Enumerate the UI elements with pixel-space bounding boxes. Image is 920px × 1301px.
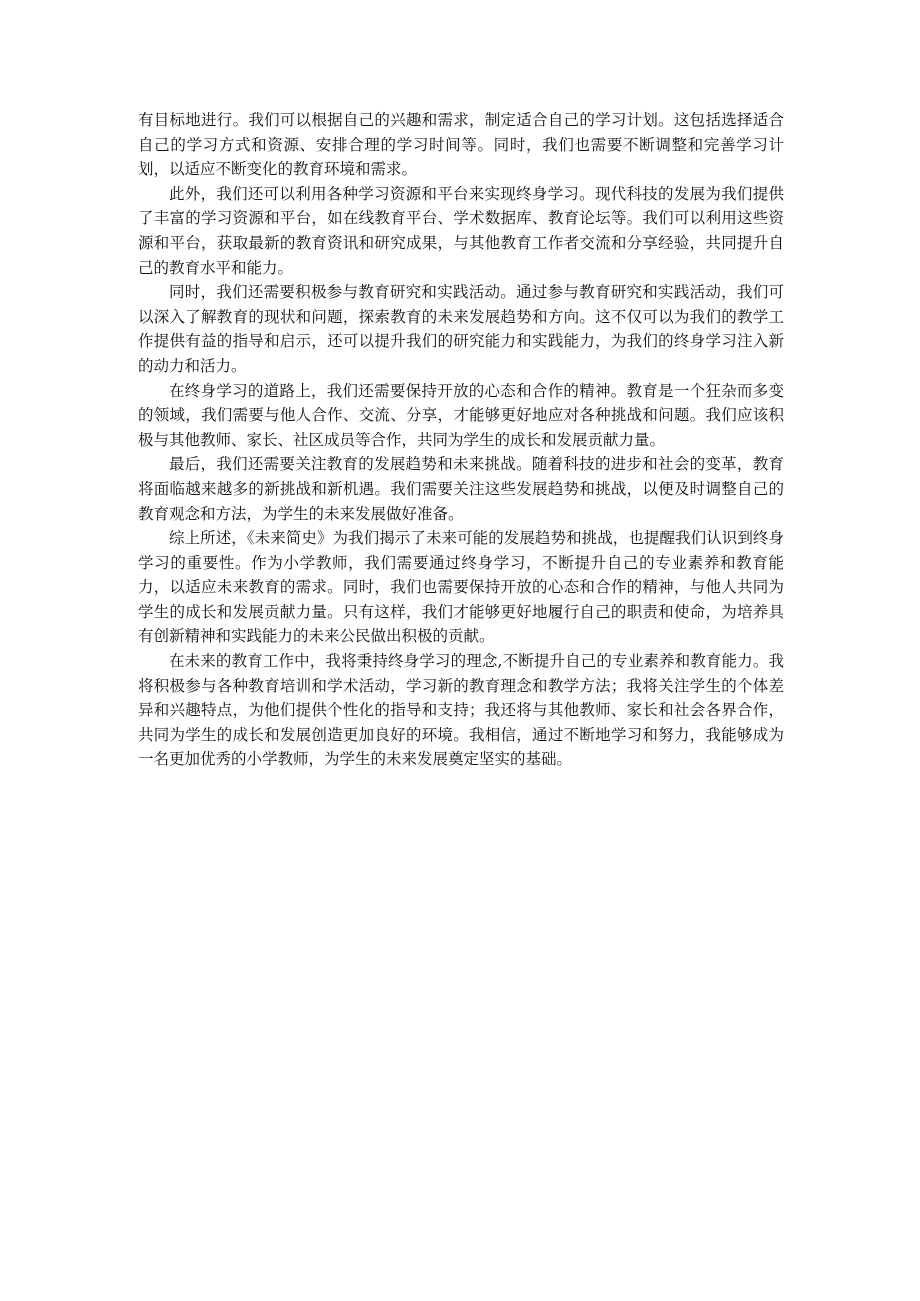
paragraph-7: 在未来的教育工作中，我将秉持终身学习的理念,不断提升自己的专业素养和教育能力。我将积极参与各种教育培训和学术活动，学习新的教育理念和教学方法；我将关注学生的个体差异和兴趣特点，为他们提供个性化的指导和支持；我还将与其他教师、家长和社会各界合作，共同为学生的成长和发展创造更加良好的环境。我相信，通过不断地学习和努力，我能够成为一名更加优秀的小学教师，为学生的未来发展奠定坚实的基础。 <box>138 652 784 769</box>
paragraph-4: 在终身学习的道路上，我们还需要保持开放的心态和合作的精神。教育是一个狂杂而多变的领域，我们需要与他人合作、交流、分享，才能够更好地应对各种挑战和问题。我们应该积极与其他教师、家长、社区成员等合作，共同为学生的成长和发展贡献力量。 <box>138 381 784 449</box>
paragraph-5: 最后，我们还需要关注教育的发展趋势和未来挑战。随着科技的进步和社会的变革，教育将面临越来越多的新挑战和新机遇。我们需要关注这些发展趋势和挑战，以便及时调整自己的教育观念和方法，为学生的未来发展做好准备。 <box>138 455 784 523</box>
paragraph-3: 同时，我们还需要积极参与教育研究和实践活动。通过参与教育研究和实践活动，我们可以深入了解教育的现状和问题，探索教育的未来发展趋势和方向。这不仅可以为我们的教学工作提供有益的指导和启示，还可以提升我们的研究能力和实践能力，为我们的终身学习注入新的动力和活力。 <box>138 283 784 375</box>
paragraph-6: 综上所述，《未来简史》为我们揭示了未来可能的发展趋势和挑战，也提醒我们认识到终身学习的重要性。作为小学教师，我们需要通过终身学习，不断提升自己的专业素养和教育能力，以适应未来教育的需求。同时，我们也需要保持开放的心态和合作的精神，与他人共同为学生的成长和发展贡献力量。只有这样，我们才能够更好地履行自己的职责和使命，为培养具有创新精神和实践能力的未来公民做出积极的贡献。 <box>138 529 784 646</box>
paragraph-2: 此外，我们还可以利用各种学习资源和平台来实现终身学习。现代科技的发展为我们提供了丰富的学习资源和平台，如在线教育平台、学术数据库、教育论坛等。我们可以利用这些资源和平台，获取最新的教育资讯和研究成果，与其他教育工作者交流和分享经验，共同提升自己的教育水平和能力。 <box>138 184 784 277</box>
body-text <box>138 108 784 772</box>
paragraph-1: 有目标地进行。我们可以根据自己的兴趣和需求，制定适合自己的学习计划。这包括选择适合自己的学习方式和资源、安排合理的学习时间等。同时，我们也需要不断调整和完善学习计划，以适应不断变化的教育环境和需求。 <box>138 111 784 179</box>
